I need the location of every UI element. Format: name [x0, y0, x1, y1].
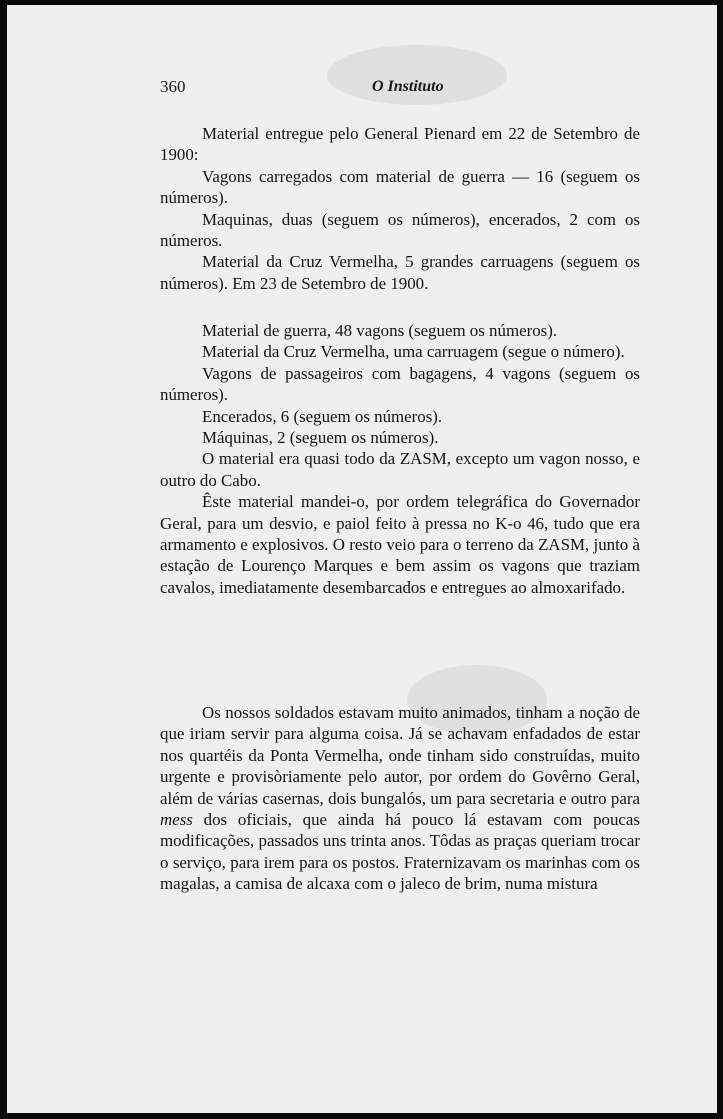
paragraph-text: dos oficiais, que ainda há pouco lá estavam com poucas modificações, passados uns trinta anos. Tôdas as praças queriam trocar o serviço, para irem para os postos. Fraternizavam os marinhas com os magalas, a camisa de alcaxa com o jaleco de brim, numa mistura [160, 810, 640, 894]
paragraph: Êste material mandei-o, por ordem telegráfica do Governador Geral, para um desvio, e paiol feito à pressa no K-o 46, tudo que era armamento e explosivos. O resto veio para o terreno da ZASM, junto à estação de Lourenço Marques e bem assim os vagons que traziam cavalos, imediatamente desembarcados e entregues ao almoxarifado. [160, 492, 640, 597]
paragraph: O material era quasi todo da ZASM, excepto um vagon nosso, e outro do Cabo. [160, 449, 640, 490]
page-number: 360 [160, 77, 186, 96]
page-header [160, 77, 580, 99]
paragraph: Maquinas, duas (seguem os números), encerados, 2 com os números. [160, 209, 640, 251]
material-list-section-2 [160, 320, 640, 598]
paragraph: Encerados, 6 (seguem os números). [202, 406, 443, 426]
material-list-section-1 [160, 123, 640, 294]
paragraph: Vagons carregados com material de guerra — 16 (seguem os números). [160, 166, 640, 208]
book-page [7, 5, 717, 1113]
paragraph: Material da Cruz Vermelha, 5 grandes carruagens (seguem os números). Em 23 de Setembro de 1900. [160, 252, 640, 293]
paragraph: Material de guerra, 48 vagons (seguem os números). [202, 321, 558, 340]
soldiers-narrative-section [160, 702, 640, 895]
paragraph: Vagons de passageiros com bagagens, 4 vagons (seguem os números). [160, 363, 640, 405]
paragraph [160, 702, 640, 895]
paragraph: Máquinas, 2 (seguem os números). [202, 428, 439, 448]
running-title: O Instituto [372, 78, 444, 95]
paragraph: Material entregue pelo General Pienard em 22 de Setembro de 1900: [160, 124, 640, 165]
paragraph: Material da Cruz Vermelha, uma carruagem (segue o número). [202, 342, 625, 362]
italic-term: mess [160, 810, 193, 830]
paragraph-text: Os nossos soldados estavam muito animados, tinham a noção de que iriam servir para alguma coisa. Já se achavam enfadados de estar nos quartéis da Ponta Vermelha, onde tinham sido construídas, muito urgente e provisòriamente pelo autor, por ordem do Govêrno Geral, além de várias casernas, dois bungalós, um para secretaria e outro para [160, 703, 640, 808]
